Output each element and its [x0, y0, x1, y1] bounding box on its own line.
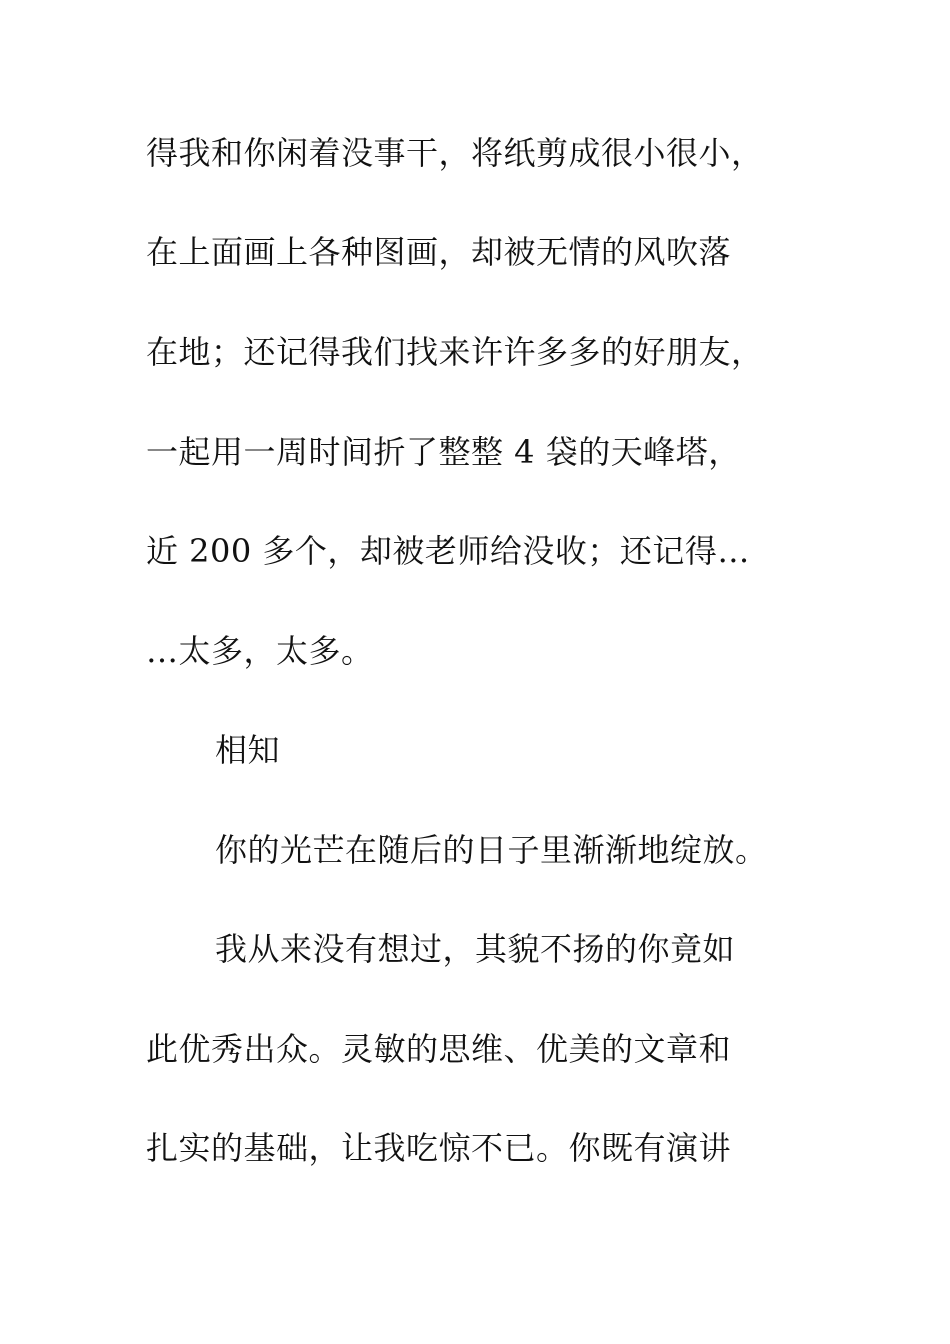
text-line: 得我和你闲着没事干，将纸剪成很小很小，	[146, 134, 764, 172]
text-line: …太多，太多。	[146, 632, 374, 670]
section-heading: 相知	[215, 731, 281, 769]
text-line: 扎实的基础，让我吃惊不已。你既有演讲	[146, 1129, 732, 1167]
paragraph-first-line: 我从来没有想过，其貌不扬的你竟如	[215, 930, 736, 968]
text-line: 一起用一周时间折了整整 4 袋的天峰塔，	[146, 433, 741, 471]
text-line: 在上面画上各种图画，却被无情的风吹落	[146, 233, 732, 271]
text-line: 近 200 多个，却被老师给没收；还记得…	[146, 532, 750, 570]
paragraph-first-line: 你的光芒在随后的日子里渐渐地绽放。	[215, 831, 768, 869]
text-line: 在地；还记得我们找来许许多多的好朋友，	[146, 333, 764, 371]
text-line: 此优秀出众。灵敏的思维、优美的文章和	[146, 1030, 732, 1068]
